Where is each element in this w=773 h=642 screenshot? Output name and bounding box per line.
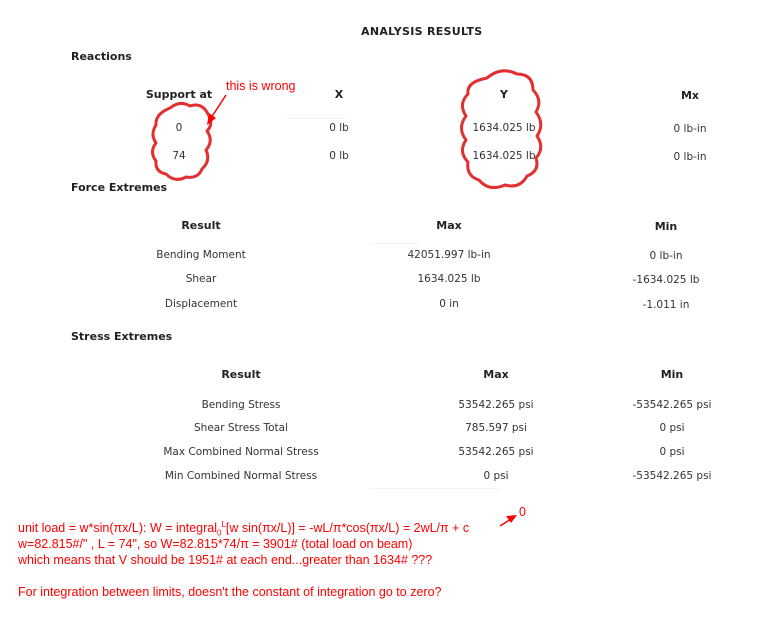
reactions-col-support: Support at: [145, 88, 213, 101]
stress-row-0-min: -53542.265 psi: [632, 399, 712, 411]
annotation-line-2: w=82.815#/" , L = 74", so W=82.815*74/π = 3901# (total load on beam): [18, 537, 413, 551]
stress-extremes-heading: Stress Extremes: [71, 330, 173, 343]
reactions-col-x: X: [334, 88, 344, 101]
force-row-0-max: 42051.997 lb-in: [407, 249, 491, 261]
reactions-col-mx: Mx: [680, 89, 700, 102]
stress-row-1-result: Shear Stress Total: [194, 422, 288, 434]
annotation-line-4: For integration between limits, doesn't the constant of integration go to zero?: [18, 585, 442, 599]
force-row-2-min: -1.011 in: [642, 299, 690, 311]
force-col-result: Result: [181, 219, 221, 232]
reaction-1-x: 0 lb: [329, 150, 349, 162]
stress-col-min: Min: [660, 368, 684, 381]
stress-row-0-max: 53542.265 psi: [458, 399, 534, 411]
reactions-col-y: Y: [500, 88, 508, 101]
annotation-line-1-part-a: unit load = w*sin(πx/L): W = integral: [18, 521, 217, 536]
stress-col-result: Result: [221, 368, 261, 381]
reaction-1-support: 74: [172, 150, 186, 162]
force-row-2-result: Displacement: [164, 298, 238, 310]
stress-row-0-result: Bending Stress: [201, 399, 281, 411]
reaction-0-x: 0 lb: [329, 122, 349, 134]
reaction-0-support: 0: [175, 122, 183, 134]
cloud-highlight-support: [153, 103, 211, 179]
stress-row-1-min: 0 psi: [659, 422, 685, 434]
reaction-1-y: 1634.025 lb: [472, 150, 536, 162]
annotation-zero-mark: 0: [519, 505, 526, 519]
force-row-1-result: Shear: [185, 273, 217, 285]
stress-col-max: Max: [483, 368, 509, 381]
stress-row-3-min: -53542.265 psi: [632, 470, 712, 482]
force-row-0-result: Bending Moment: [156, 249, 246, 261]
stress-row-3-result: Min Combined Normal Stress: [164, 470, 318, 482]
force-col-min: Min: [654, 220, 678, 233]
stress-row-2-max: 53542.265 psi: [458, 446, 534, 458]
force-extremes-heading: Force Extremes: [71, 181, 168, 194]
integral-upper-limit: L: [221, 520, 226, 529]
cloud-highlight-y: [462, 71, 541, 188]
force-row-0-min: 0 lb-in: [649, 250, 683, 262]
reaction-1-mx: 0 lb-in: [673, 151, 707, 163]
annotation-line-1-part-b: [w sin(πx/L)] = -wL/π*cos(πx/L) = 2wL/π + c: [225, 521, 470, 536]
force-col-max: Max: [436, 219, 462, 232]
annotation-line-1: [18, 520, 469, 538]
stress-row-3-max: 0 psi: [483, 470, 509, 482]
callout-arrow-line: [211, 95, 226, 118]
force-row-1-min: -1634.025 lb: [632, 274, 700, 286]
stress-row-2-min: 0 psi: [659, 446, 685, 458]
annotation-callout: this is wrong: [226, 79, 296, 93]
page-title: ANALYSIS RESULTS: [361, 25, 483, 38]
annotation-line-3: which means that V should be 1951# at each end...greater than 1634# ???: [18, 553, 433, 567]
reaction-0-mx: 0 lb-in: [673, 123, 707, 135]
stress-row-1-max: 785.597 psi: [465, 422, 527, 434]
reactions-heading: Reactions: [71, 50, 132, 63]
stress-row-2-result: Max Combined Normal Stress: [163, 446, 319, 458]
force-row-2-max: 0 in: [439, 298, 459, 310]
reaction-0-y: 1634.025 lb: [472, 122, 536, 134]
force-row-1-max: 1634.025 lb: [417, 273, 481, 285]
integral-lower-limit: 0: [217, 528, 222, 538]
